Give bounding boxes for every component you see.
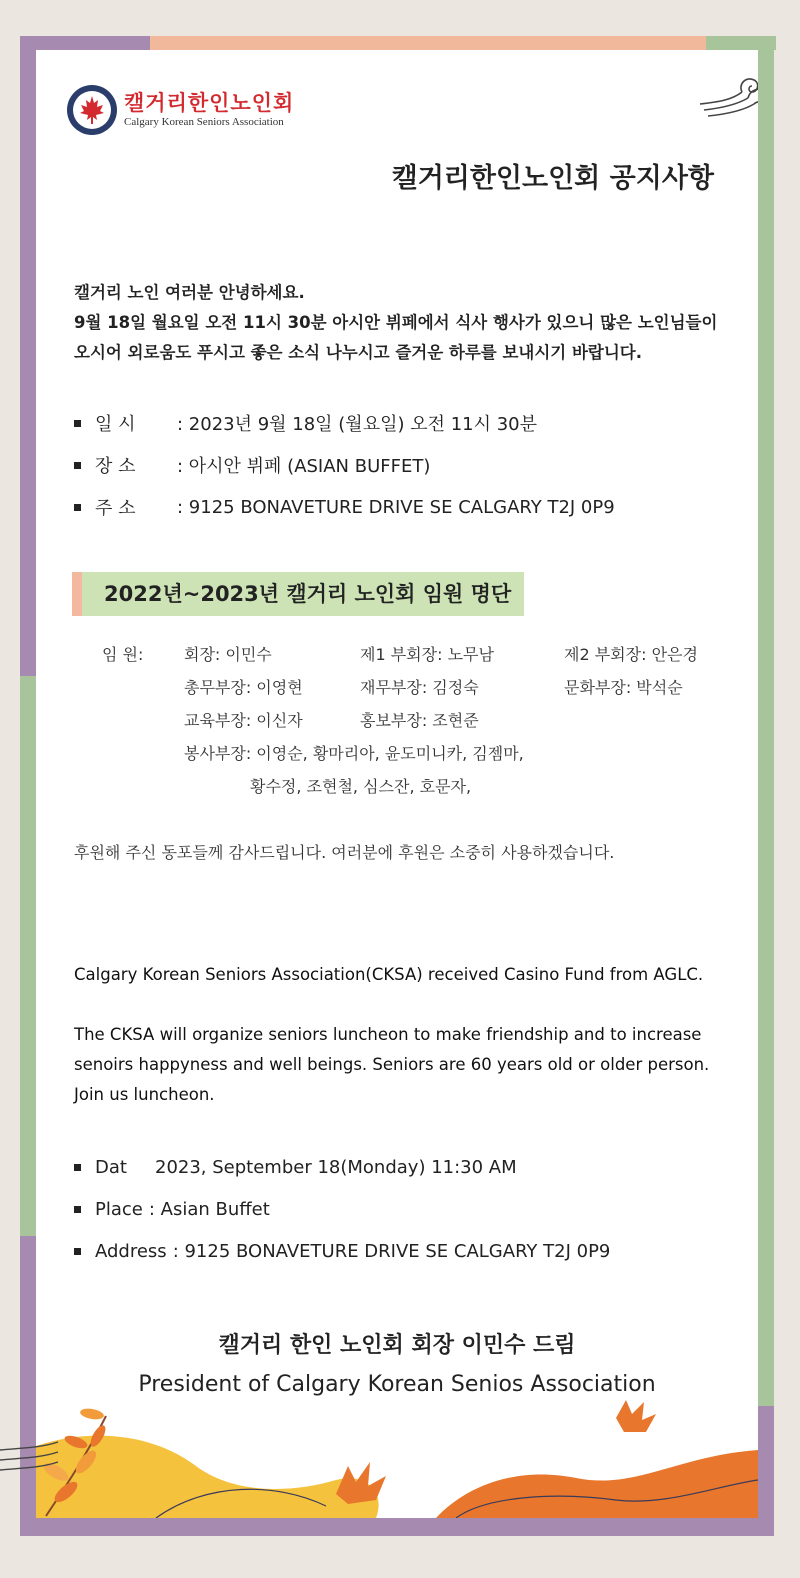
maple-leaf-icon [616,1400,656,1432]
english-paragraph [74,1020,716,1110]
info-value: : 2023년 9월 18일 (월요일) 오전 11시 30분 [177,414,538,435]
frame-right-upper [758,36,774,1406]
officers-list [102,638,758,803]
logo-korean-name: 캘거리한인노인회 [124,91,295,115]
officers-row [102,638,758,671]
officers-row [102,671,758,704]
officers-heading: 2022년~2023년 캘거리 노인회 임원 명단 [72,572,524,616]
info-term: 일 시 [95,414,136,435]
english-para-line-2: senoirs happyness and well beings. Seniors are 60 years old or older person. [74,1055,710,1074]
officers-row [102,704,758,737]
page-title: 캘거리한인노인회 공지사항 [391,163,714,194]
frame-left-upper [20,36,36,676]
officer-president: 회장: 이민수 [184,645,272,664]
info-item-place [74,444,615,486]
info-term: 장 소 [95,456,136,477]
thanks-message: 후원해 주신 동포들께 감사드립니다. 여러분에 후원은 소중히 사용하겠습니다. [74,843,615,862]
cloud-swirl-icon [698,64,758,124]
association-logo [66,84,294,136]
english-fund-note: Calgary Korean Seniors Association(CKSA) received Casino Fund from AGLC. [74,965,704,984]
info-item-date [74,402,615,444]
frame-top-center [150,36,706,50]
maple-leaf-emblem-icon [66,84,118,136]
english-detail-place [74,1188,610,1230]
bullet-icon [74,504,81,511]
bullet-icon [74,462,81,469]
maple-leaf-icon [336,1462,386,1504]
frame-top-left [20,36,150,50]
officers-row [102,737,758,770]
officers-row [102,770,758,803]
english-para-line-1: The CKSA will organize seniors luncheon to make friendship and to increase [74,1025,702,1044]
bullet-icon [74,1248,81,1255]
intro-line-2: 오시어 외로움도 푸시고 좋은 소식 나누시고 즐거운 하루를 보내시기 바랍니다. [74,343,643,362]
officer-publicity: 홍보부장: 조현준 [360,711,479,730]
info-value: : 9125 BONAVETURE DRIVE SE CALGARY T2J 0P9 [177,496,615,518]
officer-service: 봉사부장: 이영순, 황마리아, 윤도미니카, 김젬마, [184,744,524,763]
notice-paper [36,50,758,1518]
frame-bottom [20,1518,774,1536]
frame-left-lower [20,1236,36,1536]
english-details-list [74,1146,610,1272]
bullet-icon [74,1164,81,1171]
detail-value: 2023, September 18(Monday) 11:30 AM [155,1156,517,1178]
detail-label: Dat [95,1156,127,1178]
info-term: 주 소 [95,498,136,519]
intro-paragraph [74,278,734,368]
officer-vp2: 제2 부회장: 안은경 [564,645,698,664]
bullet-icon [74,1206,81,1213]
event-info-list [74,402,615,528]
signature-korean: 캘거리 한인 노인회 회장 이민수 드림 [218,1333,576,1358]
officer-service-cont: 황수정, 조현철, 심스잔, 호문자, [250,777,472,796]
info-item-address [74,486,615,528]
bullet-icon [74,420,81,427]
english-detail-date [74,1146,610,1188]
officers-label: 임 원: [102,645,144,664]
english-detail-address [74,1230,610,1272]
frame-right-lower [758,1406,774,1536]
wind-lines-icon [0,1430,60,1490]
officer-general-affairs: 총무부장: 이영현 [184,678,303,697]
detail-value: : Asian Buffet [148,1198,270,1220]
officer-finance: 재무부장: 김정숙 [360,678,479,697]
officer-culture: 문화부장: 박석순 [564,678,683,697]
detail-value: : 9125 BONAVETURE DRIVE SE CALGARY T2J 0P9 [172,1240,611,1262]
intro-greeting: 캘거리 노인 여러분 안녕하세요. [74,283,305,302]
frame-left-middle [20,676,36,1236]
logo-english-name: Calgary Korean Seniors Association [124,116,284,128]
signature-english: President of Calgary Korean Senios Association [138,1372,656,1397]
officer-education: 교육부장: 이신자 [184,711,303,730]
info-value: : 아시안 뷔페 (ASIAN BUFFET) [177,456,431,477]
autumn-leaves-decoration [36,1396,758,1518]
intro-line-1: 9월 18일 월요일 오전 11시 30분 아시안 뷔페에서 식사 행사가 있으니 많은 노인님들이 [74,313,718,332]
detail-label: Place [95,1198,143,1220]
english-para-line-3: Join us luncheon. [74,1085,215,1104]
detail-label: Address [95,1240,167,1262]
officer-vp1: 제1 부회장: 노무남 [360,645,494,664]
